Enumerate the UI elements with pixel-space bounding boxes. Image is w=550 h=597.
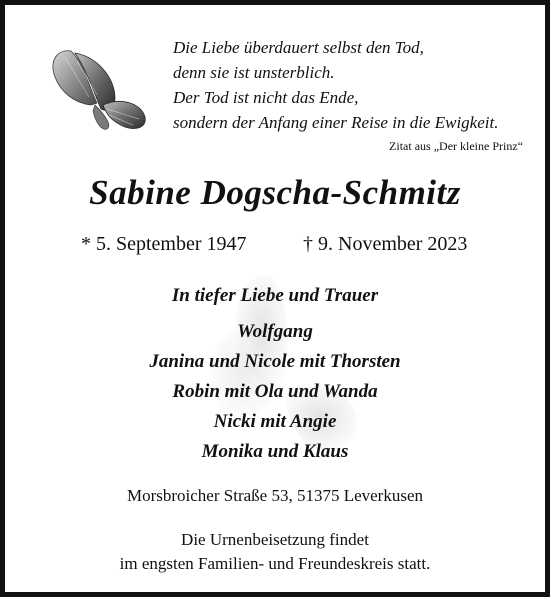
- mourner-name: Monika und Klaus: [201, 441, 349, 462]
- poem-line: denn sie ist unsterblich.: [173, 63, 335, 82]
- mourner-name: Janina und Nicole mit Thorsten: [149, 351, 401, 372]
- mourning-intro: In tiefer Liebe und Trauer: [171, 285, 379, 306]
- notice-line: im engsten Familien- und Freundeskreis statt.: [119, 554, 431, 573]
- death-date: † 9. November 2023: [303, 233, 468, 255]
- mourner-name: Robin mit Ola und Wanda: [172, 381, 378, 402]
- poem-line: sondern der Anfang einer Reise in die Ewigkeit.: [173, 113, 499, 132]
- poem-line: Der Tod ist nicht das Ende,: [173, 88, 359, 107]
- mourner-name: Nicki mit Angie: [213, 411, 337, 432]
- butterfly-icon: [45, 47, 153, 133]
- notice-line: Die Urnenbeisetzung findet: [181, 530, 369, 549]
- mourners-list: [5, 281, 545, 467]
- poem-line: Die Liebe überdauert selbst den Tod,: [173, 38, 424, 57]
- address: Morsbroicher Straße 53, 51375 Leverkusen: [126, 486, 423, 505]
- birth-date: * 5. September 1947: [81, 233, 247, 255]
- quote-citation: Zitat aus „Der kleine Prinz“: [389, 139, 523, 153]
- funeral-notice: [5, 528, 545, 576]
- poem-quote: [173, 35, 533, 135]
- mourner-name: Wolfgang: [237, 321, 313, 342]
- deceased-name: Sabine Dogscha-Schmitz: [89, 173, 461, 212]
